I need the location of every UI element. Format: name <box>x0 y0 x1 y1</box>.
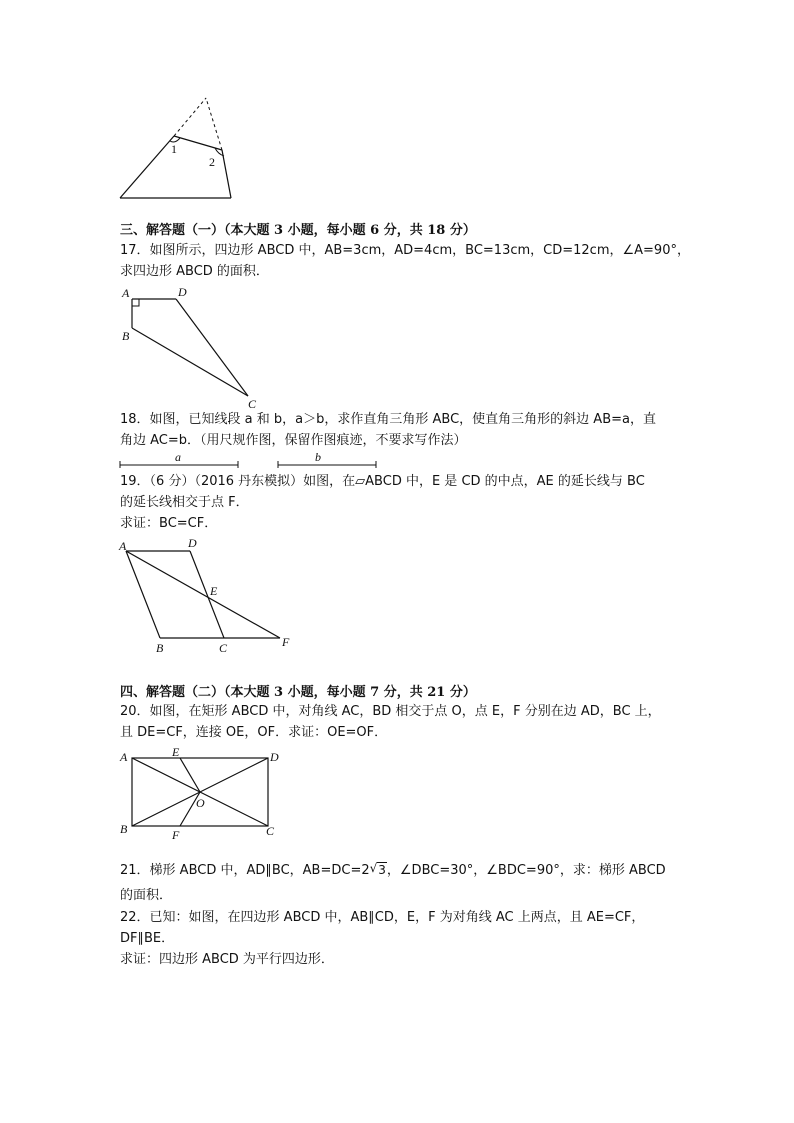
q17-figure <box>118 284 268 414</box>
sqrt-three <box>370 858 387 881</box>
label-A: A <box>122 286 130 300</box>
left-side <box>120 136 174 198</box>
q18-svg <box>118 450 388 470</box>
label-B: B <box>122 329 130 343</box>
label-D: D <box>188 536 197 550</box>
radical-sign: √ <box>369 861 378 875</box>
q19-line2: 的延长线相交于点 F． <box>120 495 249 510</box>
label-E: E <box>210 584 218 598</box>
label-C: C <box>248 397 257 411</box>
dashed-right <box>206 98 222 150</box>
q19-svg <box>118 536 298 656</box>
q17-line1: 17．如图所示，四边形 ABCD 中，AB=3cm，AD=4cm，BC=13cm，CD=12cm，∠A=90°， <box>120 243 690 258</box>
q18-line1: 18．如图，已知线段 a 和 b，a＞b，求作直角三角形 ABC，使直角三角形的斜边 AB=a，直 <box>120 412 656 427</box>
label-A: A <box>119 539 127 553</box>
q20-figure <box>118 743 288 843</box>
label-B: B <box>156 641 164 655</box>
q19-figure <box>118 536 298 656</box>
right-angle-mark <box>132 299 139 306</box>
q22-line3: 求证：四边形 ABCD 为平行四边形． <box>120 952 334 967</box>
label-C: C <box>266 824 275 838</box>
q18-segments <box>118 450 388 470</box>
angle-cut-svg <box>118 94 238 204</box>
label-O: O <box>196 796 205 810</box>
seg-AB <box>126 551 160 638</box>
segment-b-label: b <box>315 450 321 464</box>
q17-svg <box>118 284 268 414</box>
label-D: D <box>270 750 279 764</box>
angle1-label: 1 <box>171 142 177 156</box>
seg-DC <box>190 551 224 638</box>
seg-BC <box>132 328 248 396</box>
q22-line2: DF∥BE． <box>120 931 175 946</box>
q18-line2: 角边 AC=b．（用尺规作图，保留作图痕迹，不要求写作法） <box>120 433 467 448</box>
seg-DC <box>176 299 248 396</box>
section4-heading: 四、解答题（二）（本大题 3 小题，每小题 7 分，共 21 分） <box>120 685 476 700</box>
angle-cut-figure <box>118 94 238 204</box>
q20-svg <box>118 743 288 843</box>
section3-heading: 三、解答题（一）（本大题 3 小题，每小题 6 分，共 18 分） <box>120 223 476 238</box>
radicand: 3 <box>378 863 386 877</box>
q21-suffix: ，∠DBC=30°，∠BDC=90°，求：梯形 ABCD <box>386 863 666 878</box>
q20-line2: 且 DE=CF，连接 OE，OF．求证：OE=OF． <box>120 725 388 740</box>
q21-line1 <box>120 858 666 881</box>
q17-line2: 求四边形 ABCD 的面积． <box>120 264 269 279</box>
label-A: A <box>120 750 128 764</box>
cut-line <box>174 136 222 150</box>
label-F: F <box>172 828 180 842</box>
q21-prefix: 21．梯形 ABCD 中，AD∥BC，AB=DC=2 <box>120 863 370 878</box>
q21-line2: 的面积． <box>120 888 173 903</box>
segment-a-label: a <box>175 450 181 464</box>
label-C: C <box>219 641 228 655</box>
dashed-left <box>174 98 206 136</box>
label-E: E <box>172 745 180 759</box>
seg-AF <box>126 551 280 638</box>
q19-line3: 求证：BC=CF． <box>120 516 218 531</box>
q22-line1: 22．已知：如图，在四边形 ABCD 中，AB∥CD，E，F 为对角线 AC 上两点，且 AE=CF， <box>120 910 645 925</box>
label-B: B <box>120 822 128 836</box>
q19-line1: 19．（6 分）（2016 丹东模拟）如图，在▱ABCD 中，E 是 CD 的中点，AE 的延长线与 BC <box>120 474 645 489</box>
q20-line1: 20．如图，在矩形 ABCD 中，对角线 AC，BD 相交于点 O，点 E，F 分别在边 AD，BC 上， <box>120 704 661 719</box>
label-F: F <box>282 635 290 649</box>
label-D: D <box>178 285 187 299</box>
angle2-label: 2 <box>209 155 215 169</box>
right-side <box>222 150 231 198</box>
